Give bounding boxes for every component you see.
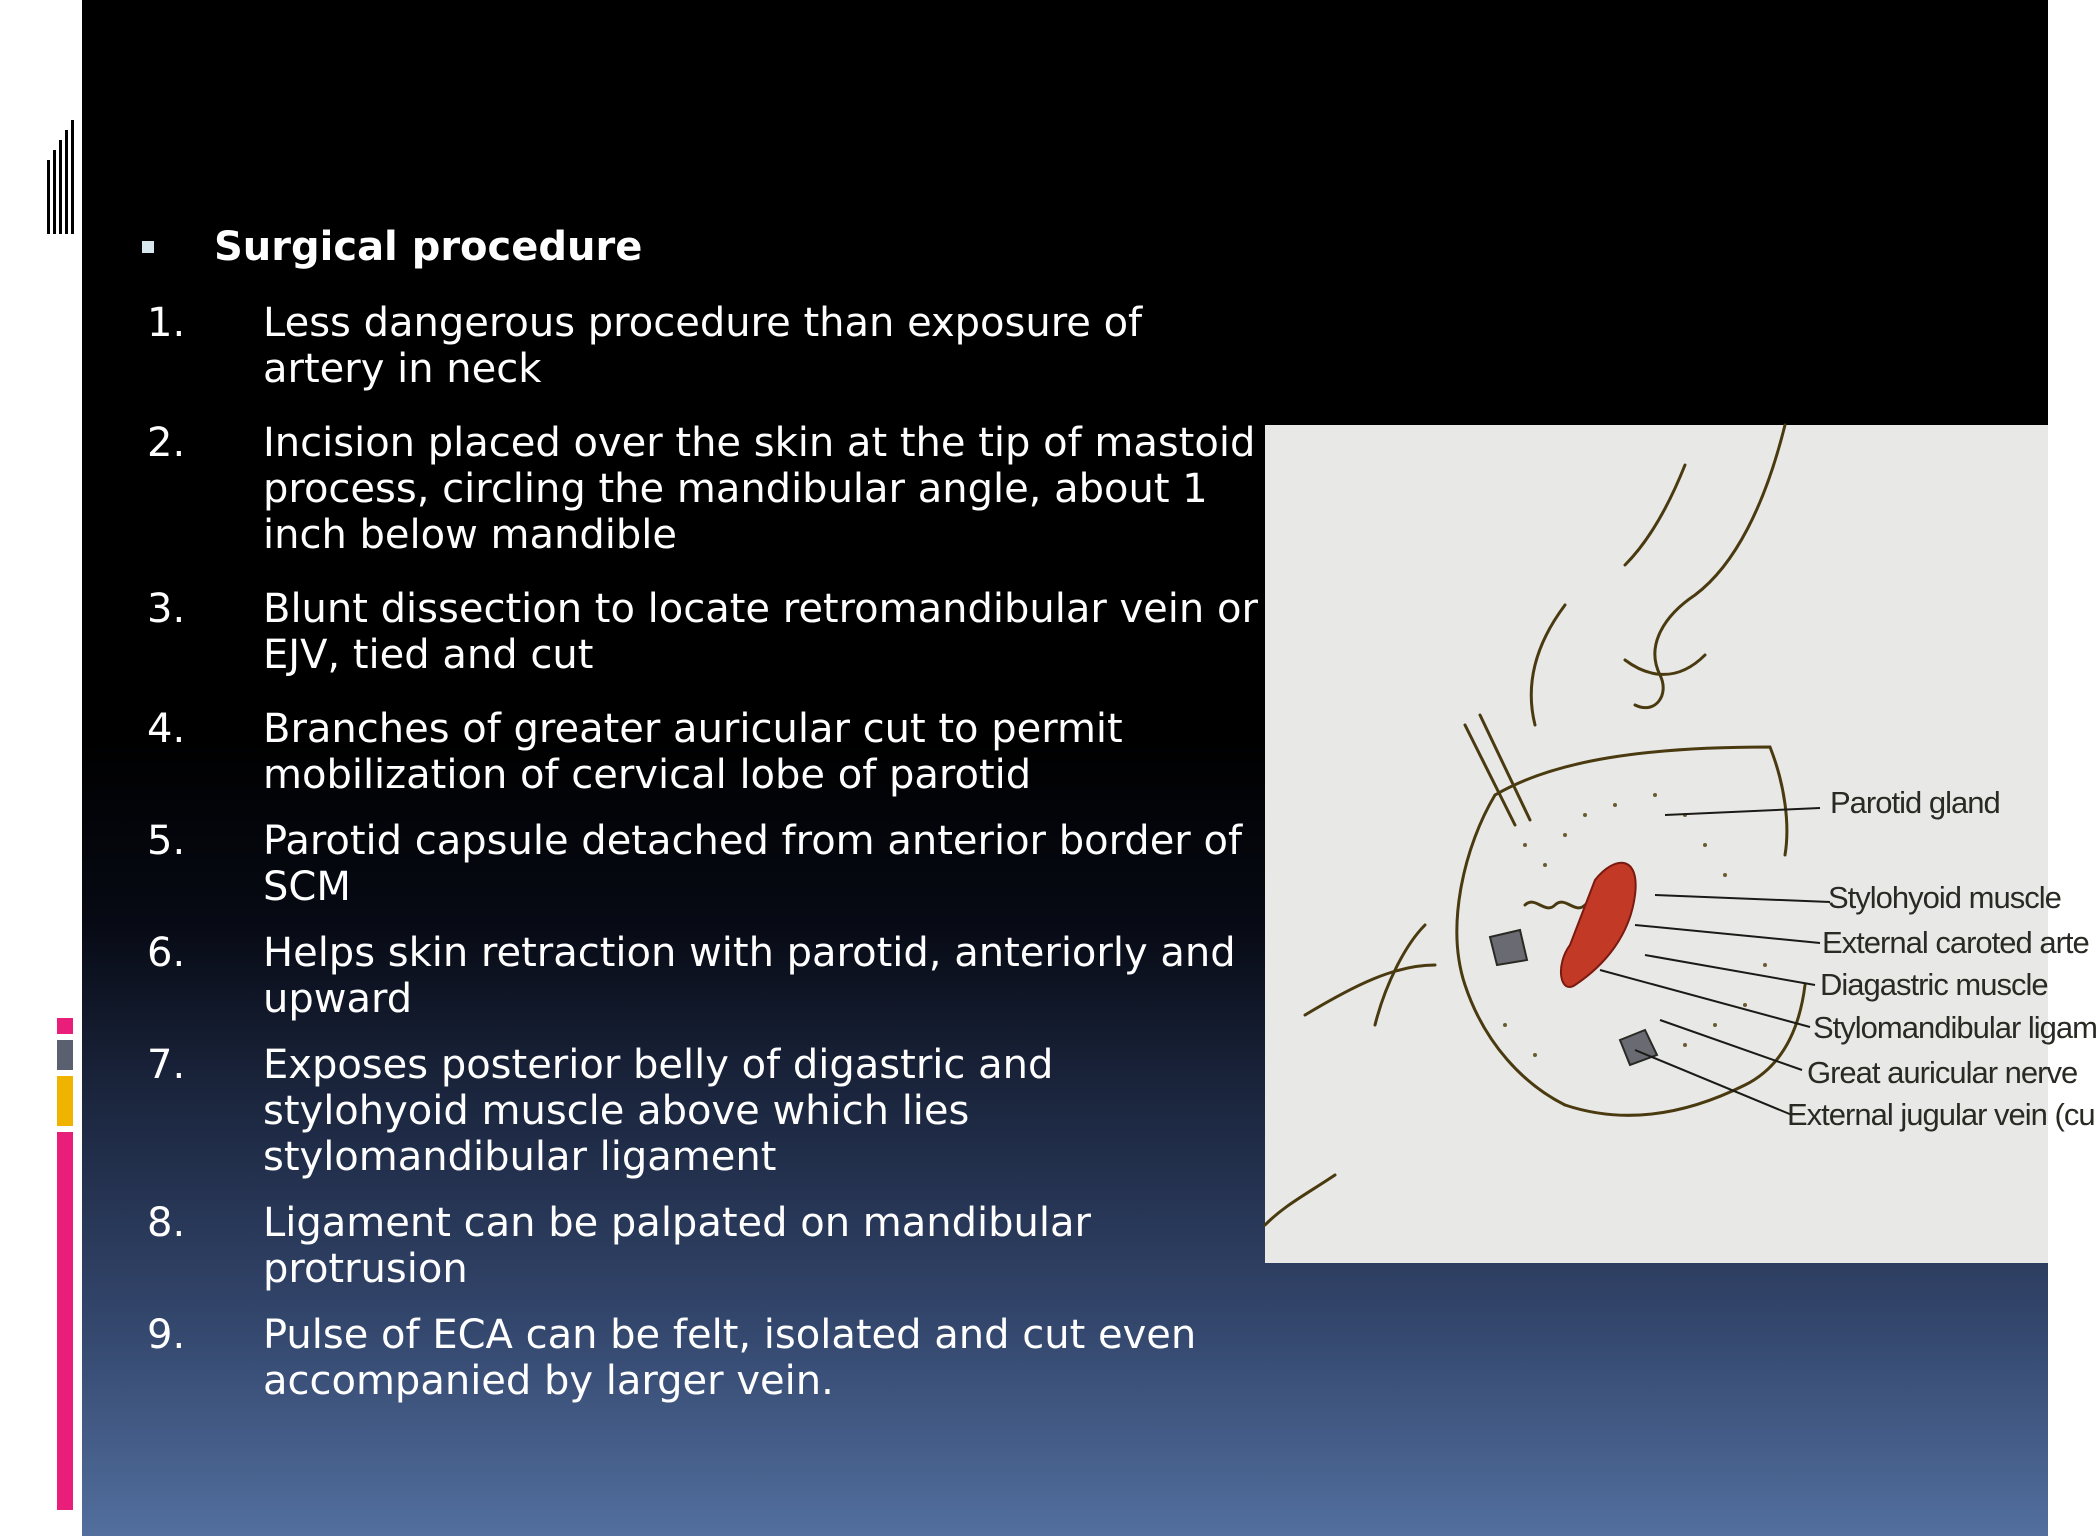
label-external-jugular-vein: External jugular vein (cu [1787, 1097, 2095, 1132]
list-item [147, 586, 1347, 678]
decor-line [53, 150, 56, 234]
item-text: Pulse of ECA can be felt, isolated and cut even accompanied by larger vein. [263, 1312, 1197, 1404]
item-text: Helps skin retraction with parotid, anteriorly and upward [263, 930, 1236, 1022]
decor-line [47, 160, 50, 234]
decor-line [59, 140, 62, 234]
list-item [147, 706, 1347, 798]
item-text: Exposes posterior belly of digastric and stylohyoid muscle above which lies stylomandibular ligament [263, 1042, 1054, 1180]
label-digastric-muscle: Diagastric muscle [1820, 967, 2048, 1002]
decor-pink-bar [57, 1132, 73, 1510]
item-number: 4. [147, 706, 186, 752]
heading-row [142, 224, 642, 270]
anatomy-drawing [1265, 425, 2048, 1263]
item-number: 1. [147, 300, 186, 346]
item-number: 9. [147, 1312, 186, 1358]
item-number: 2. [147, 420, 186, 466]
item-text: Branches of greater auricular cut to permit mobilization of cervical lobe of parotid [263, 706, 1123, 798]
list-item [147, 1042, 1347, 1180]
decor-pink-square [57, 1018, 73, 1034]
decor-line [65, 130, 68, 234]
procedure-list [147, 300, 1347, 1404]
decor-line [71, 120, 74, 234]
item-text: Blunt dissection to locate retromandibular vein or EJV, tied and cut [263, 586, 1258, 678]
item-text: Incision placed over the skin at the tip of mastoid process, circling the mandibular angle, about 1 inch below mandible [263, 420, 1256, 558]
decor-gray-bar [57, 1040, 73, 1070]
decor-gold-bar [57, 1076, 73, 1126]
item-text: Ligament can be palpated on mandibular protrusion [263, 1200, 1091, 1292]
anatomy-illustration [1265, 425, 2097, 1263]
list-item [147, 420, 1347, 558]
item-number: 5. [147, 818, 186, 864]
list-item [147, 300, 1347, 392]
list-item [147, 1200, 1347, 1292]
left-decor-strip [0, 0, 82, 1536]
label-stylomandibular-ligament: Stylomandibular ligam [1813, 1010, 2097, 1045]
list-item [147, 818, 1347, 910]
item-number: 8. [147, 1200, 186, 1246]
item-number: 3. [147, 586, 186, 632]
label-external-carotid-artery: External caroted arte [1822, 925, 2089, 960]
item-number: 7. [147, 1042, 186, 1088]
label-great-auricular-nerve: Great auricular nerve [1807, 1055, 2078, 1090]
item-number: 6. [147, 930, 186, 976]
label-stylohyoid-muscle: Stylohyoid muscle [1828, 880, 2061, 915]
item-text: Parotid capsule detached from anterior border of SCM [263, 818, 1243, 910]
list-item [147, 930, 1347, 1022]
slide-heading: Surgical procedure [214, 224, 643, 270]
square-bullet-icon [142, 241, 154, 253]
label-parotid-gland: Parotid gland [1830, 785, 2000, 820]
list-item [147, 1312, 1347, 1404]
item-text: Less dangerous procedure than exposure of artery in neck [263, 300, 1143, 392]
